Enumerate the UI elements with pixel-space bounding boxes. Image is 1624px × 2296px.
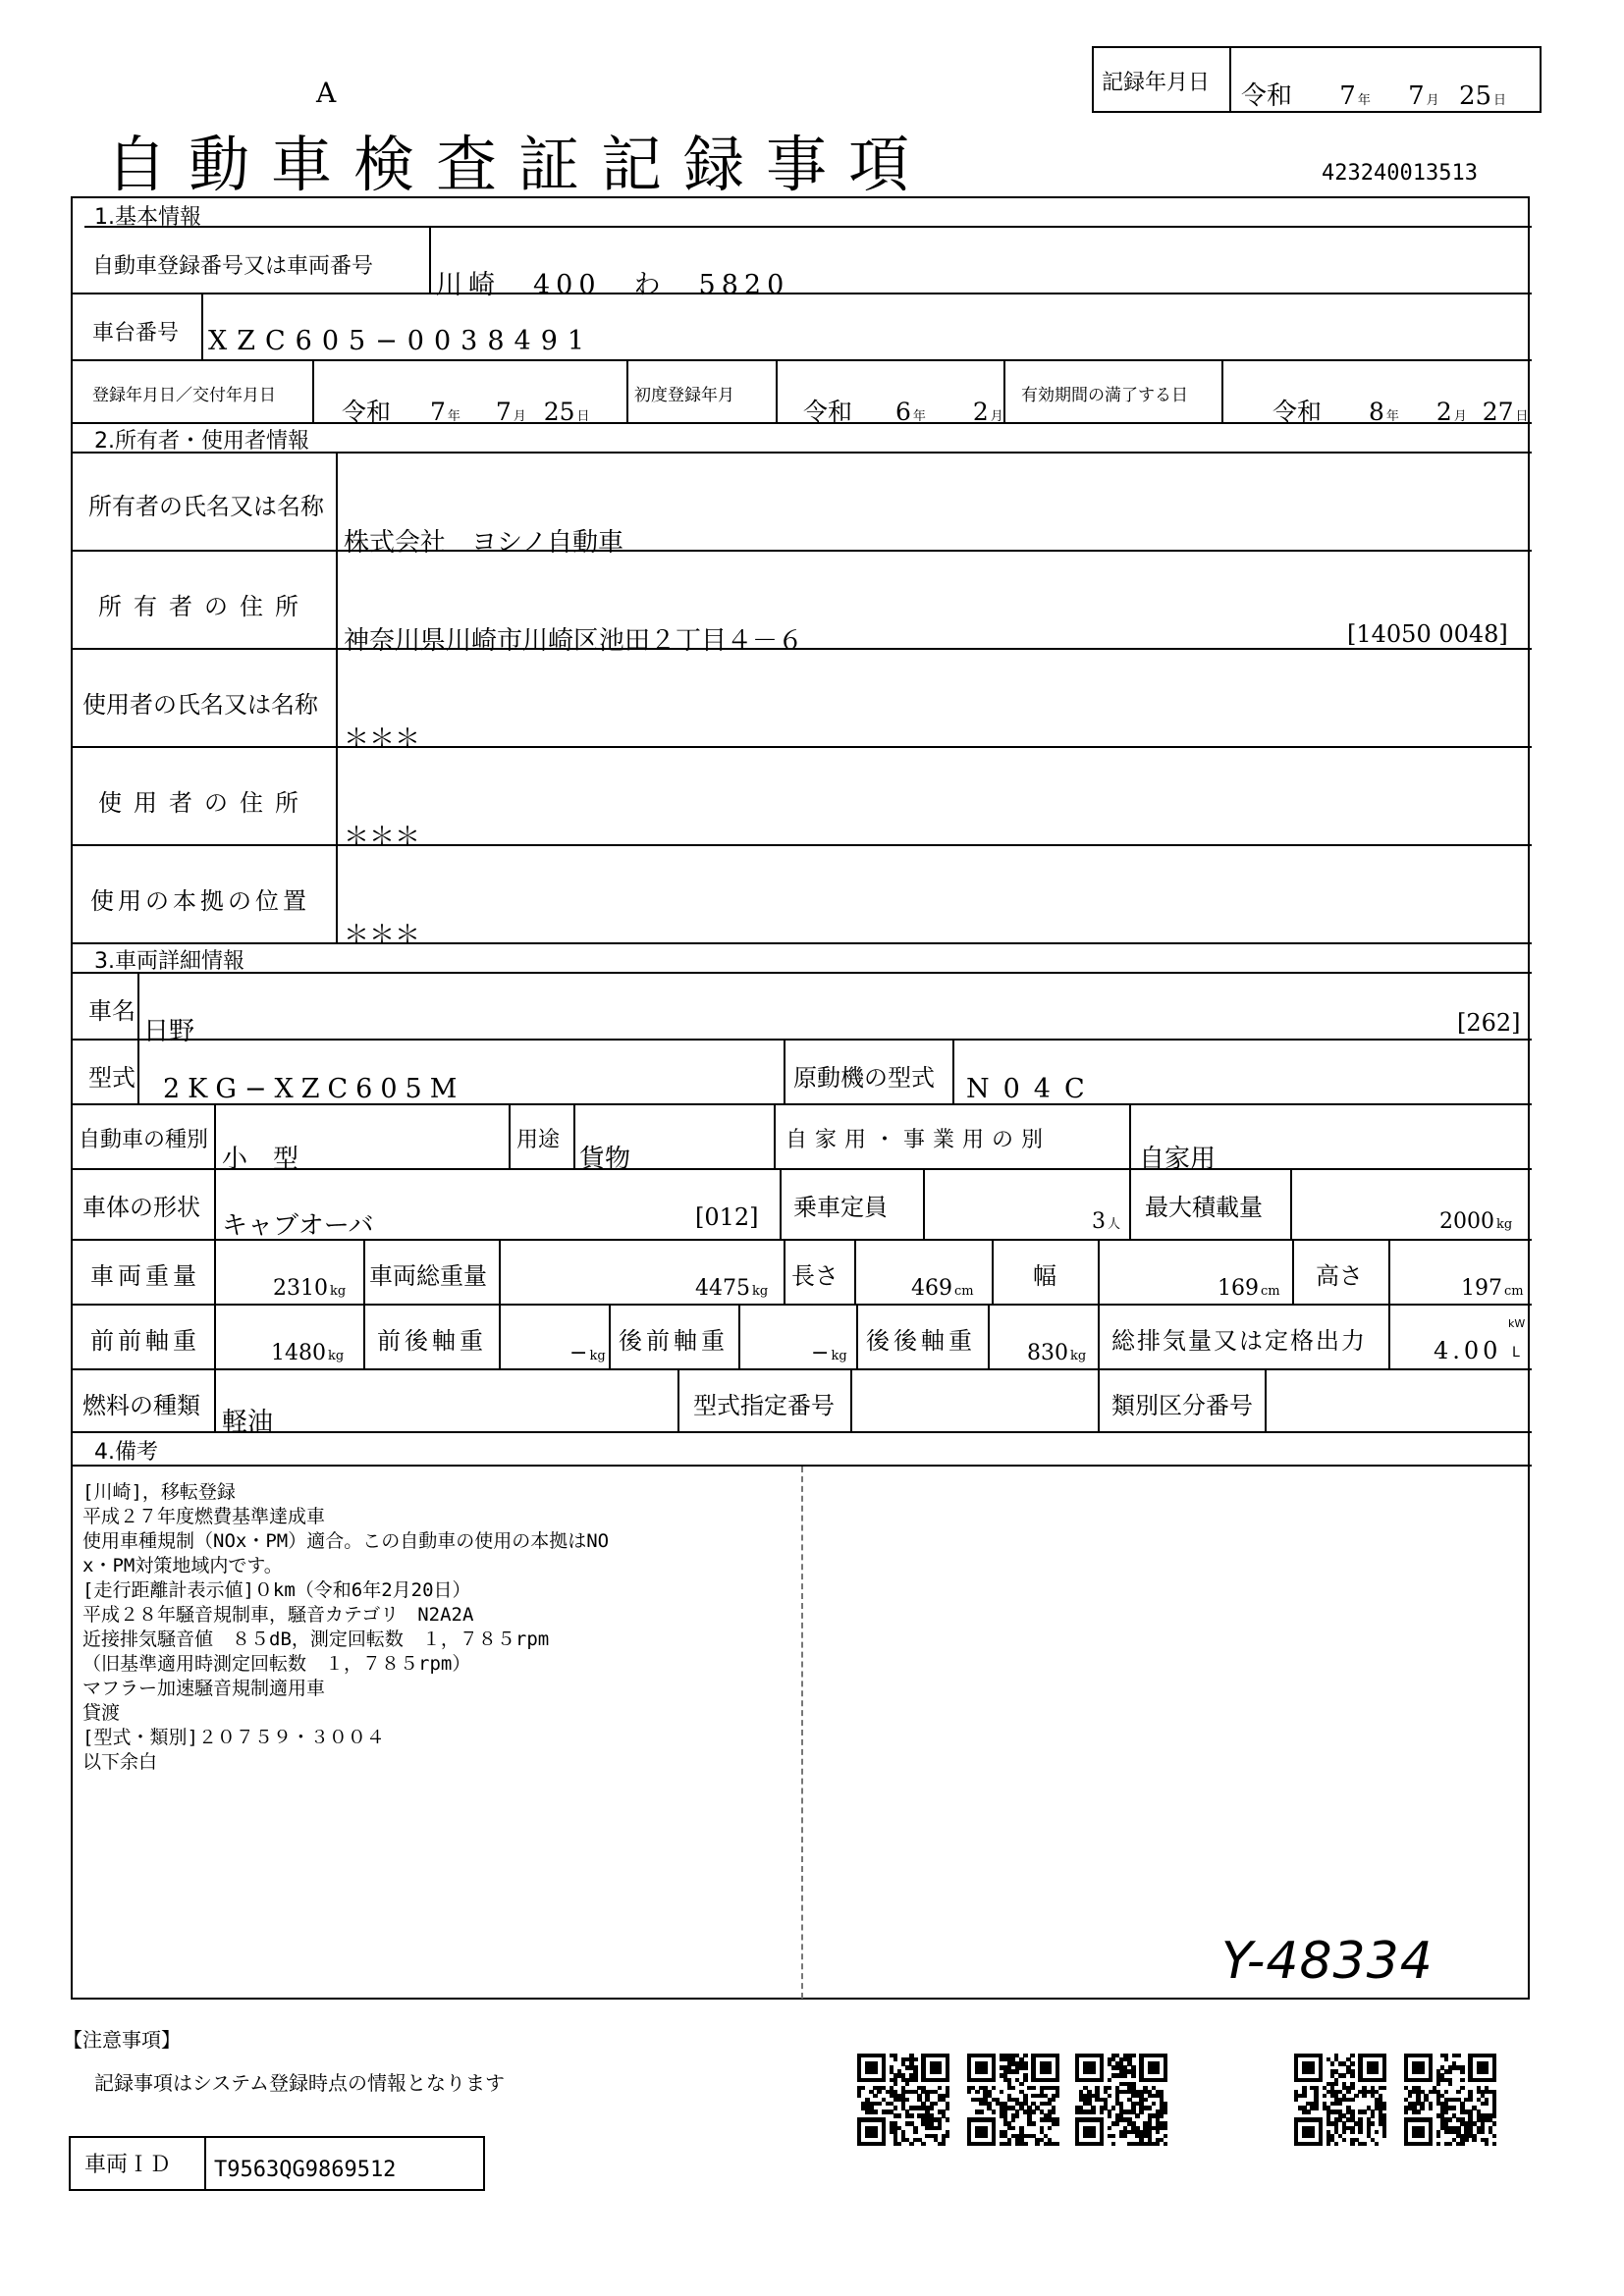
body-shape-code: [012] — [695, 1203, 759, 1231]
remarks-line: 以下余白 — [82, 1751, 158, 1773]
gross-weight-value: 4475 kg — [695, 1276, 769, 1301]
qr-code-4 — [1294, 2054, 1386, 2146]
vehicle-id-box — [69, 2136, 485, 2191]
body-shape-value: キャブオーバ — [222, 1211, 374, 1241]
car-name-value: 日野 — [143, 1017, 195, 1046]
rr-axle-label: 後後軸重 — [866, 1327, 976, 1355]
section-remarks-title: 4.備考 — [94, 1440, 158, 1465]
rr-axle-value: 830 kg — [1027, 1341, 1087, 1365]
private-business-label: 自家用・事業用の別 — [785, 1128, 1052, 1152]
record-date-label: 記録年月日 — [1102, 71, 1211, 95]
qr-code-1 — [857, 2054, 949, 2146]
use-value: 貨物 — [579, 1145, 631, 1174]
record-date-box — [1092, 46, 1542, 113]
width-label: 幅 — [1033, 1262, 1056, 1290]
fr-axle-label: 前後軸重 — [377, 1327, 487, 1355]
chassis-label: 車台番号 — [92, 321, 180, 346]
chassis-value: XZC605−0038491 — [208, 326, 595, 356]
first-reg-value: 令和 6 年 2 月 — [803, 398, 1003, 426]
remarks-line: [型式・類別]２０７５９・３００４ — [82, 1727, 385, 1748]
expiry-label: 有効期間の満了する日 — [1021, 386, 1188, 405]
fr-axle-value: − kg — [569, 1341, 606, 1365]
qr-code-2 — [967, 2054, 1059, 2146]
car-name-code: [262] — [1457, 1009, 1521, 1037]
record-date-value: 令和 7 年 7 月 25 日 — [1241, 81, 1507, 111]
owner-name-value: 株式会社 ヨシノ自動車 — [344, 528, 623, 558]
remarks-text — [82, 1480, 609, 1775]
owner-address-label: 所有者の住所 — [98, 593, 310, 620]
notice-text: 記録事項はシステム登録時点の情報となります — [94, 2071, 505, 2095]
expiry-value: 令和 8 年 2 月 27 日 — [1272, 398, 1529, 426]
remarks-line: 近接排気騒音値 ８５dB，測定回転数 １，７８５rpm — [82, 1629, 550, 1650]
section-basic-title: 1.基本情報 — [94, 205, 201, 230]
vehicle-weight-value: 2310 kg — [273, 1276, 347, 1301]
rf-axle-label: 後前軸重 — [619, 1327, 729, 1355]
section-vehicle-title: 3.車両詳細情報 — [94, 949, 244, 974]
body-shape-label: 車体の形状 — [82, 1194, 200, 1221]
remarks-line: [川崎]，移転登録 — [82, 1481, 236, 1503]
displacement-unit-top: kW — [1508, 1317, 1526, 1330]
width-value: 169 cm — [1218, 1276, 1280, 1301]
reg-date-label: 登録年月日／交付年月日 — [92, 386, 276, 405]
gross-weight-label: 車両総重量 — [369, 1262, 487, 1290]
use-label: 用途 — [516, 1128, 561, 1152]
owner-name-label: 所有者の氏名又は名称 — [88, 493, 324, 520]
remarks-line: x・PM対策地域内です。 — [82, 1555, 283, 1576]
owner-address-value: 神奈川県川崎市川崎区池田２丁目４－６ — [344, 626, 804, 656]
vehicle-id-label: 車両ＩＤ — [84, 2153, 172, 2177]
remarks-line: （旧基準適用時測定回転数 １，７８５rpm） — [82, 1653, 471, 1675]
user-name-label: 使用者の氏名又は名称 — [82, 691, 318, 719]
ff-axle-label: 前前軸重 — [90, 1327, 200, 1355]
base-location-label: 使用の本拠の位置 — [90, 887, 310, 915]
remarks-line: マフラー加速騒音規制適用車 — [82, 1678, 326, 1699]
rf-axle-value: − kg — [811, 1341, 847, 1365]
section-owner-title: 2.所有者・使用者情報 — [94, 429, 309, 454]
vehicle-id-value: T9563QG9869512 — [214, 2158, 397, 2182]
handwritten-note: Y-48334 — [1221, 1932, 1434, 1991]
remarks-line: 平成２８年騒音規制車，騒音カテゴリ N2A2A — [82, 1604, 474, 1626]
remarks-line: 使用車種規制（NOx・PM）適合。この自動車の使用の本拠はNO — [82, 1530, 610, 1552]
displacement-label: 総排気量又は定格出力 — [1111, 1327, 1367, 1355]
owner-address-code: [14050 0048] — [1347, 620, 1508, 648]
private-business-value: 自家用 — [1139, 1145, 1217, 1174]
ff-axle-value: 1480 kg — [271, 1341, 345, 1365]
user-name-value: ＊＊＊ — [344, 724, 421, 754]
remarks-line: 貸渡 — [82, 1702, 121, 1724]
fuel-value: 軽油 — [222, 1408, 274, 1437]
category-label: 類別区分番号 — [1111, 1392, 1253, 1419]
model-label: 型式 — [88, 1064, 135, 1092]
vehicle-type-value: 小 型 — [222, 1145, 299, 1174]
document-number: 423240013513 — [1322, 161, 1478, 186]
user-address-label: 使用者の住所 — [98, 789, 310, 817]
document-title: 自動車検査証記録事項 — [106, 129, 932, 200]
displacement-unit-bottom: L — [1512, 1345, 1520, 1361]
first-reg-label: 初度登録年月 — [634, 386, 734, 405]
qr-code-3 — [1075, 2054, 1167, 2146]
max-load-label: 最大積載量 — [1145, 1194, 1263, 1221]
user-address-value: ＊＊＊ — [344, 823, 421, 852]
reg-number-label: 自動車登録番号又は車両番号 — [92, 254, 374, 279]
height-label: 高さ — [1316, 1262, 1363, 1290]
length-label: 長さ — [791, 1262, 839, 1290]
vehicle-type-label: 自動車の種別 — [79, 1128, 209, 1152]
reg-date-value: 令和 7 年 7 月 25 日 — [342, 398, 590, 426]
notice-title: 【注意事項】 — [63, 2028, 181, 2052]
fuel-label: 燃料の種類 — [82, 1392, 200, 1419]
engine-value: N04C — [966, 1074, 1099, 1104]
length-value: 469 cm — [911, 1276, 974, 1301]
car-name-label: 車名 — [88, 997, 135, 1025]
engine-label: 原動機の型式 — [793, 1064, 935, 1092]
max-load-value: 2000 kg — [1439, 1209, 1513, 1234]
vehicle-weight-label: 車両重量 — [90, 1262, 200, 1290]
remarks-line: 平成２７年度燃費基準達成車 — [82, 1506, 326, 1527]
base-location-value: ＊＊＊ — [344, 921, 421, 950]
capacity-label: 乗車定員 — [793, 1194, 888, 1221]
height-value: 197 cm — [1461, 1276, 1524, 1301]
designation-label: 型式指定番号 — [693, 1392, 835, 1419]
displacement-value: 4.00 — [1434, 1337, 1502, 1364]
qr-code-5 — [1404, 2054, 1496, 2146]
model-value: 2KG−XZC605M — [163, 1074, 465, 1104]
capacity-value: 3 人 — [1092, 1209, 1121, 1234]
remarks-line: [走行距離計表示値]０km（令和6年2月20日） — [82, 1579, 471, 1601]
form-mark: A — [316, 77, 337, 109]
reg-number-value: 川崎 400 わ 5820 — [436, 270, 790, 300]
